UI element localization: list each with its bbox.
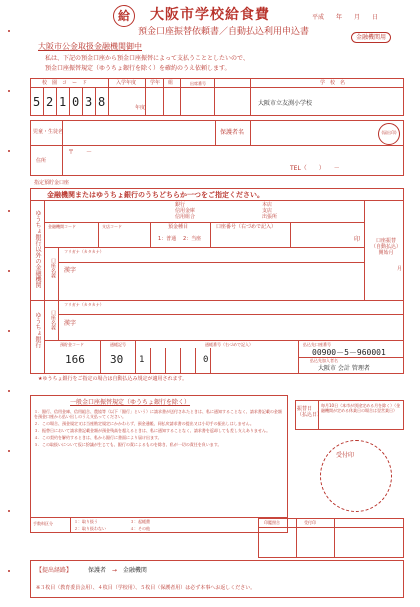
zip-field[interactable]: 〒 －	[68, 149, 93, 156]
school-code-digit: 2	[46, 95, 54, 109]
yucho-side-label: ゆうちょ銀行	[34, 312, 41, 348]
routing-row: 【提出経路】 保護者 → 金融機関	[36, 567, 147, 574]
fee-category-label: 手数料区分	[33, 521, 53, 526]
col-label: 学年	[150, 80, 161, 86]
punch-mark	[8, 270, 10, 272]
yucho-col-label: 通帳番号（右づめで記入）	[205, 342, 253, 347]
date-label: 平成 年 月 日	[312, 14, 379, 21]
branch-type-label: 本店	[262, 202, 273, 208]
branch-type-label: 支店	[262, 208, 273, 214]
punch-mark	[8, 570, 10, 572]
furigana-label: フリガナ（カタカナ）	[64, 249, 104, 254]
yucho-symbol-value: 30	[110, 353, 124, 366]
receipt-stamp-label: 受付印	[336, 452, 355, 459]
school-code-digit: 1	[59, 95, 67, 109]
year-unit: 年度	[135, 105, 146, 111]
punch-mark	[8, 90, 10, 92]
payee-name-value: 大阪市 会計 管理者	[318, 365, 370, 372]
student-name-label: 児童・生徒名	[33, 129, 64, 135]
col-label: 組	[168, 80, 174, 86]
school-name-value: 大阪市立友渕小学校	[258, 100, 313, 107]
kyu-mark: 給	[113, 5, 135, 27]
guardian-seal-circle: (届出印)	[378, 123, 400, 145]
guardian-name-label: 保護者名	[220, 129, 245, 136]
footer-note: ※３枚目（教育委員会用）、４枚目（学校用）、５枚目（保護者用）は必ず本事へお返しください。	[36, 585, 256, 591]
designated-account-label: 指定預貯金口座	[34, 180, 70, 186]
rules-list: １．銀行、信用金庫、信用組合、農協等（以下「銀行」という）に請求書が送付されたときは、私に通知することなく、請求書記載の金額を預金口座から払い出しのうえ支払ってください。 ２．この場合、預金規定又は当座勘定規定にかかわらず、預金通帳、同払戻請求書の提出又は小切手の振出しはしません。 ３．振替日において請求書記載金額が預金残高を超えるときは、私に通知することなく、請求書を返却しても差し支えありません。 ４．この契約を解約するときは、私から銀行に書面により届け出ます。 ５．この取扱いについて仮に紛議が生じても、銀行の責によるものを除き、私が一切の責任を負います。	[34, 409, 282, 447]
yucho-number-start: 1	[139, 355, 145, 365]
student-table	[30, 120, 404, 176]
yucho-holder-label: 口座名義	[50, 310, 56, 330]
branch-code-label: 支店コード	[102, 224, 122, 229]
school-code-digit: 3	[85, 95, 93, 109]
intro-line-1: 私は、下記の預金口座から預金口座振替によって支払うこととしたいので、	[45, 55, 249, 62]
yucho-col-label: 通帳記号	[110, 342, 126, 347]
school-code-label: 校 園 コ ー ド	[42, 80, 88, 86]
payee-name-label: 払込先加入者名	[310, 358, 338, 363]
payment-date-text: 毎月10日（本市が別途定める月を除く）（金融機関が定める休業日の場合は翌営業日）	[321, 403, 401, 413]
account-number-label: 口座番号（右づめで記入）	[216, 224, 277, 230]
bank-use-badge: 金融機関用	[351, 32, 391, 43]
yucho-col-label: 払込先口座番号	[303, 342, 331, 347]
bank-type-label: 信用組合	[175, 214, 196, 220]
yucho-number-end: 0	[203, 355, 209, 365]
col-label: 出席番号	[190, 81, 206, 86]
fee-option: ４：その他	[130, 526, 150, 531]
punch-mark	[8, 390, 10, 392]
punch-mark	[8, 330, 10, 332]
punch-mark	[8, 510, 10, 512]
page-subtitle: 預金口座振替依頼書／自動払込利用申込書	[138, 27, 310, 37]
seal-mark: 印	[354, 236, 361, 243]
rules-title: 一般金口座振替規定（ゆうちょ銀行を除く）	[70, 399, 191, 406]
reception-label: 受付印	[304, 520, 316, 525]
school-code-digit: 8	[98, 95, 106, 109]
yucho-col-label: 預貯金コード	[60, 342, 84, 347]
school-code-digit: 0	[72, 95, 80, 109]
school-name-label: 学 校 名	[320, 80, 346, 86]
fee-option: ２：取り扱わない	[74, 526, 106, 531]
yucho-furigana-label: フリガナ（カタカナ）	[64, 302, 104, 307]
holder-label: 口座名義	[50, 258, 56, 278]
school-code-digit: 5	[33, 95, 41, 109]
addressee: 大阪市公金取扱金融機関御中	[38, 42, 142, 51]
payment-date-label: 振替日 （払込日）	[297, 406, 323, 418]
punch-mark	[8, 150, 10, 152]
yucho-code-value: 166	[65, 353, 85, 366]
payee-account-value: 00900－5－960001	[312, 348, 386, 357]
deposit-option-2[interactable]: 2：当座	[183, 236, 202, 242]
receipt-stamp-circle	[320, 440, 392, 512]
yucho-kanji-label: 漢字	[64, 320, 77, 327]
fee-option: １：取り扱う	[74, 519, 98, 524]
kanji-label: 漢字	[64, 267, 77, 274]
start-month-note: 口座振替 （自動払込） 開始月 月	[370, 238, 402, 272]
punch-mark	[8, 210, 10, 212]
fee-option: ３：起帳費	[130, 519, 150, 524]
bank-code-label: 金融機関コード	[48, 224, 76, 229]
bank-section-heading: 金融機関またはゆうちょ銀行のうちどちらか一つをご指定ください。	[47, 191, 264, 199]
deposit-type-label: 預金種目	[168, 224, 189, 230]
deposit-option-1[interactable]: 1：普通	[158, 236, 177, 242]
bank-type-label: 銀行	[175, 202, 186, 208]
punch-mark	[8, 30, 10, 32]
bank-type-label: 信用金庫	[175, 208, 196, 214]
branch-type-label: 出張所	[262, 214, 278, 220]
yucho-note: ★ゆうちょ銀行をご指定の場合は自動払込み規定が適用されます。	[38, 376, 188, 382]
col-label: 入学年度	[116, 80, 137, 86]
punch-mark	[8, 450, 10, 452]
other-bank-side-label: ゆうちょ銀行以外の金融機関	[34, 210, 41, 288]
tel-field[interactable]: TEL（ ） －	[290, 165, 340, 172]
address-label: 住所	[36, 158, 47, 164]
seal-check-label: 印鑑照合	[264, 520, 280, 525]
intro-line-2: 預金口座振替規定（ゆうちょ銀行を除く）を確約のうえ依頼します。	[45, 65, 231, 72]
routing-box	[30, 560, 404, 598]
page-title: 大阪市学校給食費	[150, 7, 270, 23]
